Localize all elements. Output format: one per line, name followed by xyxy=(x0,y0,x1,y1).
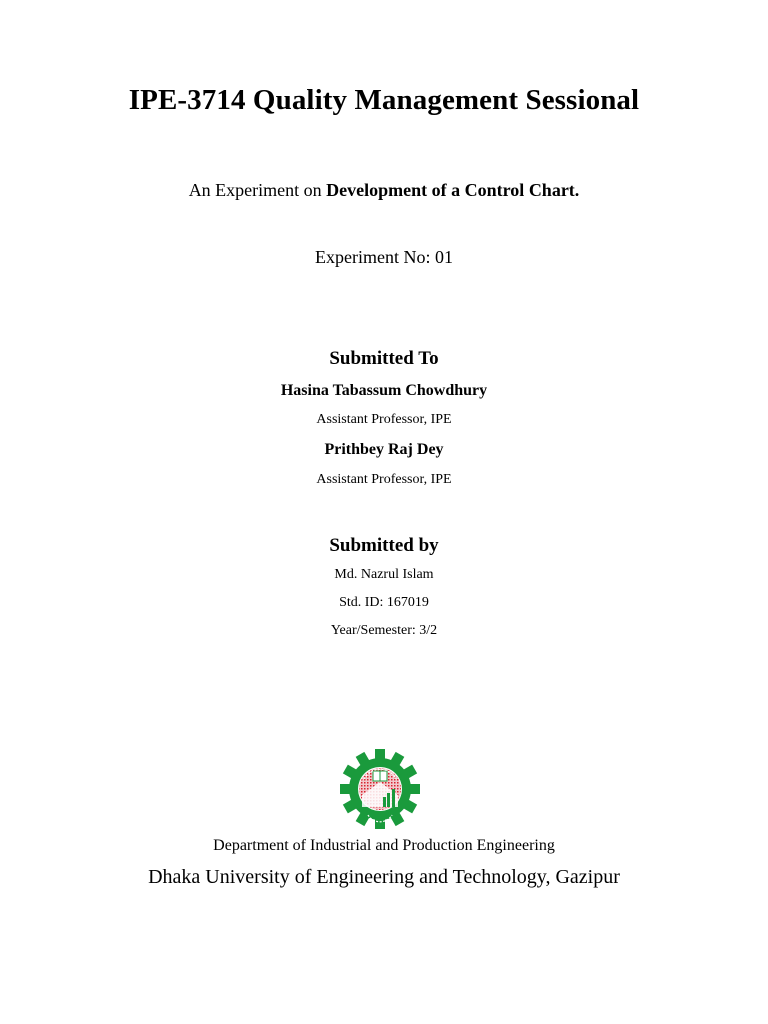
experiment-number: Experiment No: 01 xyxy=(315,247,453,267)
university-name: Dhaka University of Engineering and Technology, Gazipur xyxy=(148,866,620,888)
recipient-designation: Assistant Professor, IPE xyxy=(316,412,452,427)
submitted-to-heading: Submitted To xyxy=(329,348,439,369)
student-name: Md. Nazrul Islam xyxy=(334,567,434,582)
student-id: Std. ID: 167019 xyxy=(339,595,429,610)
department-name: Department of Industrial and Production Engineering xyxy=(213,837,555,854)
recipient-designation: Assistant Professor, IPE xyxy=(316,472,452,487)
recipient-name: Hasina Tabassum Chowdhury xyxy=(280,382,488,399)
experiment-prefix: An Experiment on xyxy=(188,180,327,200)
recipient-name: Prithbey Raj Dey xyxy=(324,441,444,458)
university-gear-emblem-icon xyxy=(340,749,420,829)
document-title: IPE-3714 Quality Management Sessional xyxy=(128,84,640,116)
year-semester: Year/Semester: 3/2 xyxy=(330,623,438,638)
experiment-topic: Development of a Control Chart. xyxy=(326,180,580,200)
submitted-by-heading: Submitted by xyxy=(329,535,439,556)
experiment-description xyxy=(0,180,768,201)
